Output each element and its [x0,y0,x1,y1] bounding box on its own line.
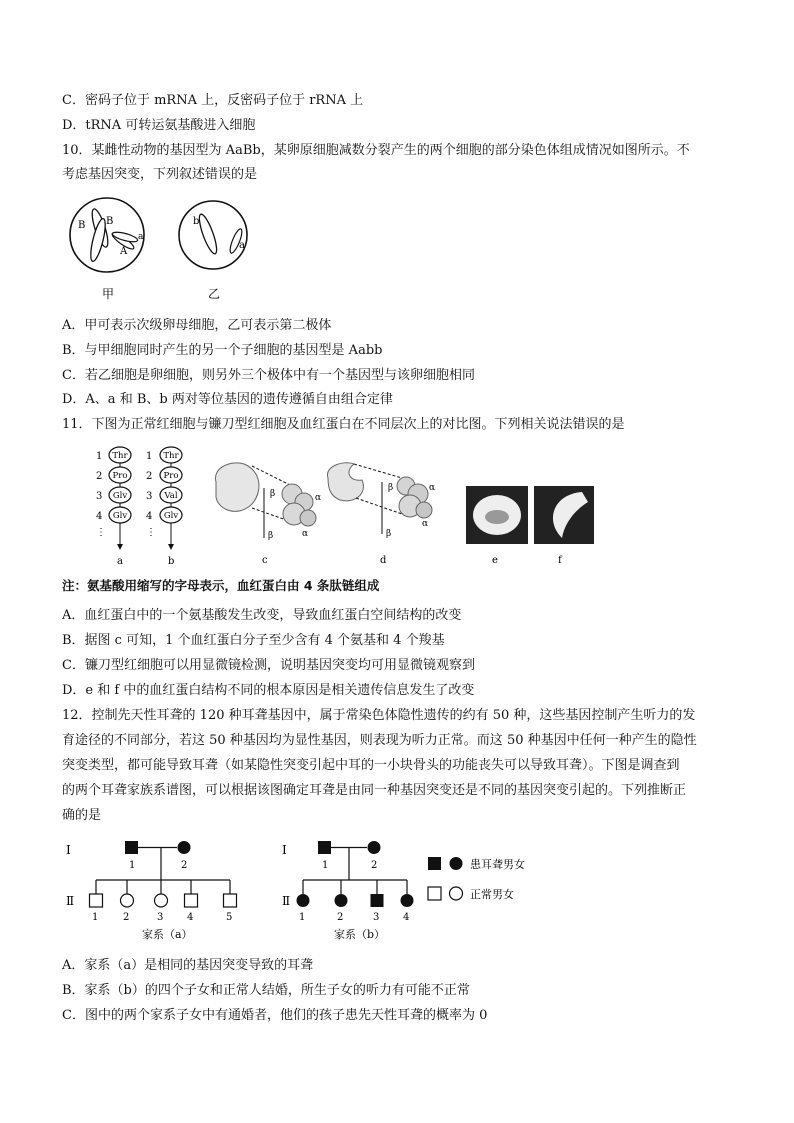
q12-pedigree-figure [60,832,560,947]
svg-text:α: α [315,493,322,503]
q9-option-c: C．密码子位于 mRNA 上，反密码子位于 rRNA 上 [62,93,364,108]
svg-text:1: 1 [92,912,99,923]
q10-option-d: D．A、a 和 B、b 两对等位基因的遗传遵循自由组合定律 [62,392,393,407]
svg-text:Glv: Glv [112,491,128,501]
q11-stem: 11．下图为正常红细胞与镰刀型红细胞及血红蛋白在不同层次上的对比图。下列相关说法错误的是 [62,417,625,432]
affected-female [297,894,310,907]
svg-text:c: c [262,555,268,566]
legend-affected-male [428,857,441,870]
gene-label: a [239,240,245,251]
svg-text:a: a [117,556,123,567]
affected-female [401,894,414,907]
q12-stem-line4: 的两个耳聋家族系谱图，可以根据该图确定耳聋是由同一种基因突变还是不同的基因突变引起的。下列推断正 [62,783,687,798]
svg-text:I: I [66,843,71,857]
svg-text:f: f [558,555,562,566]
hemoglobin-sickle-d [327,463,435,566]
svg-text:Ⅱ: Ⅱ [66,894,75,908]
q12-option-c: C．图中的两个家系子女中有通婚者，他们的孩子患先天性耳聋的概率为 0 [62,1008,488,1023]
q12-stem-line3: 突变类型，都可能导致耳聋（如某隐性突变引起中耳的一小块骨头的功能丧失可以导致耳聋）。下图是调查到 [62,758,680,773]
normal-male [224,894,237,907]
svg-text:3: 3 [157,912,164,923]
pedigree-family-b [282,841,414,941]
svg-text:3: 3 [96,491,103,502]
svg-text:I: I [282,843,287,857]
legend-normal-female [450,887,463,900]
q12-option-b: B．家系（b）的四个子女和正常人结婚，所生子女的听力有可能不正常 [62,983,470,998]
svg-text:Val: Val [164,491,178,501]
svg-text:2: 2 [146,471,153,482]
q12-option-a: A．家系（a）是相同的基因突变导致的耳聋 [62,958,314,973]
svg-text:⋮: ⋮ [146,527,156,538]
pedigree-legend [428,857,525,901]
svg-text:α: α [422,519,429,529]
svg-text:2: 2 [181,860,188,871]
svg-text:2: 2 [96,471,103,482]
svg-text:d: d [380,555,387,566]
svg-text:家系（b）: 家系（b） [334,928,386,941]
affected-female [368,841,381,854]
gene-label: B [78,220,86,231]
svg-text:Glv: Glv [112,511,128,521]
q11-figure-note: 注：氨基酸用缩写的字母表示，血红蛋白由 4 条肽链组成 [62,578,380,593]
svg-text:3: 3 [373,912,380,923]
svg-text:α: α [302,529,309,539]
q11-option-b: B．据图 c 可知，1 个血红蛋白分子至少含有 4 个氨基和 4 个羧基 [62,633,445,648]
q10-option-b: B．与甲细胞同时产生的另一个子细胞的基因型是 Aabb [62,343,383,358]
svg-text:2: 2 [371,860,378,871]
svg-text:家系（a）: 家系（a） [142,928,193,941]
svg-text:1: 1 [299,912,306,923]
q12-stem-line1: 12．控制先天性耳聋的 120 种耳聋基因中，属于常染色体隐性遗传的约有 50 种，这些基因控制产生听力的发 [62,708,696,723]
red-cell-photo-e [466,486,528,566]
svg-text:β: β [386,529,392,539]
q10-option-c: C．若乙细胞是卵细胞，则另外三个极体中有一个基因型与该卵细胞相同 [62,368,475,383]
svg-text:2: 2 [337,912,344,923]
svg-text:Pro: Pro [163,471,179,481]
svg-text:Thr: Thr [112,451,128,461]
affected-male [125,841,138,854]
svg-text:Pro: Pro [112,471,128,481]
q11-option-a: A．血红蛋白中的一个氨基酸发生改变，导致血红蛋白空间结构的改变 [62,608,462,623]
normal-male [185,894,198,907]
svg-text:4: 4 [403,912,410,923]
svg-text:Glv: Glv [163,511,179,521]
normal-female [121,894,134,907]
svg-text:1: 1 [129,860,136,871]
q10-stem-line1: 10．某雌性动物的基因型为 AaBb，某卵原细胞减数分裂产生的两个细胞的部分染色体组成情况如图所示。不 [62,143,690,158]
q10-stem-line2: 考虑基因突变，下列叙述错误的是 [62,167,258,182]
svg-text:β: β [268,531,274,541]
svg-text:Ⅱ: Ⅱ [282,894,291,908]
svg-text:Thr: Thr [163,451,179,461]
svg-text:β: β [388,483,394,493]
pedigree-family-a [66,841,237,941]
svg-text:b: b [168,556,175,567]
svg-text:患耳聋男女: 患耳聋男女 [470,858,525,871]
affected-female [178,841,191,854]
chromosome [196,213,220,256]
svg-text:α: α [429,483,436,493]
affected-male [318,841,331,854]
legend-normal-male [428,887,441,900]
svg-text:3: 3 [146,491,153,502]
svg-text:1: 1 [322,860,329,871]
affected-female [335,894,348,907]
svg-text:1: 1 [146,451,153,462]
normal-female [155,894,168,907]
svg-text:4: 4 [187,912,194,923]
svg-text:正常男女: 正常男女 [470,888,514,901]
gene-label: a [138,232,144,242]
affected-male [371,894,384,907]
q11-option-c: C．镰刀型红细胞可以用显微镜检测，说明基因突变均可用显微镜观察到 [62,658,475,673]
svg-text:⋮: ⋮ [96,527,106,538]
gene-label: B [106,216,114,227]
gene-label: b [193,216,200,227]
q11-option-d: D．e 和 f 中的血红蛋白结构不同的根本原因是相关遗传信息发生了改变 [62,683,475,698]
svg-text:2: 2 [123,912,130,923]
legend-affected-female [450,857,463,870]
svg-text:1: 1 [96,451,103,462]
q12-stem-line5: 确的是 [62,808,102,823]
hemoglobin-normal-c [215,463,321,566]
q10-option-a: A．甲可表示次级卵母细胞，乙可表示第二极体 [62,318,332,333]
red-cell-photo-f [534,486,594,566]
gene-label: A [120,246,128,257]
peptide-chain-b [146,447,182,567]
svg-text:4: 4 [146,511,153,522]
q9-option-d: D．tRNA 可转运氨基酸进入细胞 [62,118,256,133]
peptide-chain-a [96,447,131,567]
q11-hemoglobin-figure [92,442,612,572]
svg-text:5: 5 [226,912,233,923]
normal-male [90,894,103,907]
q10-cell-figure [60,192,280,304]
q12-stem-line2: 育途径的不同部分，若这 50 种基因均为显性基因，则表现为听力正常。而这 50 种基因中任何一种产生的隐性 [62,733,697,748]
svg-text:4: 4 [96,511,103,522]
cell-yi-label: 乙 [208,287,221,301]
svg-text:β: β [270,489,276,499]
cell-jia-label: 甲 [102,287,115,301]
svg-text:e: e [492,555,498,566]
